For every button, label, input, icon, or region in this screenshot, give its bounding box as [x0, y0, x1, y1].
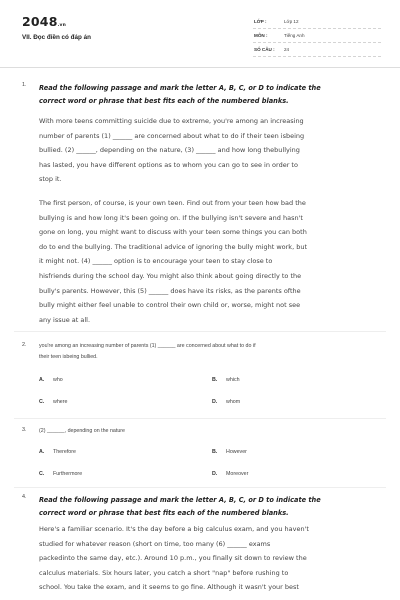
question-stem — [39, 341, 379, 363]
option-letter: B. — [212, 449, 218, 455]
meta-key: MÔN : — [254, 33, 268, 38]
question-number: 1. — [22, 82, 27, 88]
passage-line: The first person, of course, is your own teen. Find out from your teen how bad the — [39, 199, 306, 207]
passage-line: it might not. (4) ______ option is to encourage your teen to stay close to — [39, 257, 273, 266]
passage-line: any issue at all. — [39, 315, 91, 324]
logo-main-text: 2048 — [22, 14, 58, 29]
meta-row-question-count — [253, 43, 381, 57]
option-letter: C. — [39, 399, 45, 405]
option-text: Furthermore — [53, 471, 83, 477]
option-a[interactable] — [39, 377, 63, 383]
passage-line: With more teens committing suicide due to extreme, you're among an increasing — [39, 117, 304, 125]
page-header — [0, 0, 400, 68]
meta-info — [253, 15, 381, 57]
question-number: 2. — [22, 342, 27, 348]
option-text: Therefore — [53, 449, 76, 455]
option-d[interactable] — [212, 399, 240, 405]
passage-line: Here's a familiar scenario. It's the day before a big calculus exam, and you haven't — [39, 525, 309, 533]
passage-line: packedinto the same day, etc.). Around 10 p.m., you finally sit down to review the — [39, 554, 307, 563]
option-b[interactable] — [212, 377, 240, 383]
option-text: whom — [226, 399, 241, 405]
stem-line: their teen isbeing bullied. — [39, 354, 98, 360]
option-d[interactable] — [212, 471, 248, 477]
question-divider — [14, 487, 386, 488]
meta-key: LỚP : — [254, 19, 267, 24]
passage-line: studied for whatever reason (short on time, too many (6) ______ exams — [39, 539, 271, 548]
site-logo[interactable] — [22, 14, 66, 29]
meta-value: Tiếng Anh — [284, 33, 305, 38]
option-text: which — [226, 377, 240, 383]
option-text: who — [53, 377, 63, 383]
stem-line: (2) ______, depending on the nature — [39, 428, 125, 434]
passage-line: stop it. — [39, 175, 62, 184]
instruction-line: correct word or phrase that best fits each of the numbered blanks. — [39, 509, 289, 517]
header-divider — [0, 67, 400, 68]
meta-row-subject — [253, 29, 381, 43]
meta-value: 24 — [284, 47, 290, 52]
option-text: Moreover — [226, 471, 249, 477]
meta-row-class — [253, 15, 381, 29]
meta-key: SỐ CÂU : — [254, 47, 275, 52]
question-divider — [14, 418, 386, 419]
passage-line: bullied. (2) ______, depending on the nature, (3) ______ and how long thebullying — [39, 146, 300, 155]
logo-domain-suffix: .vn — [57, 23, 67, 28]
question-number: 4. — [22, 494, 27, 500]
question-instruction — [39, 494, 379, 520]
passage-paragraph-2 — [39, 196, 379, 327]
option-letter: A. — [39, 449, 45, 455]
passage-paragraph-1 — [39, 114, 379, 187]
option-letter: A. — [39, 377, 45, 383]
option-letter: D. — [212, 471, 218, 477]
passage-line: gone on long, you might want to discuss with your teen some things you can both — [39, 228, 307, 237]
question-divider — [14, 331, 386, 332]
passage-line: do to end the bullying. The traditional advice of ignoring the bully might work, but — [39, 242, 307, 251]
question-stem — [39, 426, 379, 437]
option-letter: C. — [39, 471, 45, 477]
passage-line: has lasted, you have different options as to whom you can go to see in order to — [39, 160, 298, 169]
passage-line: calculus materials. Six hours later, you catch a short "nap" before rushing to — [39, 568, 289, 577]
passage-paragraph-1 — [39, 522, 379, 595]
instruction-line: correct word or phrase that best fits each of the numbered blanks. — [39, 97, 289, 105]
instruction-line: Read the following passage and mark the letter A, B, C, or D to indicate the — [39, 496, 321, 504]
option-text: where — [53, 399, 68, 405]
meta-value: Lớp 12 — [284, 19, 299, 24]
section-title: VII. Đọc điền có đáp án — [22, 34, 91, 41]
option-b[interactable] — [212, 449, 247, 455]
option-letter: B. — [212, 377, 218, 383]
question-number: 3. — [22, 427, 27, 433]
passage-line: number of parents (1) ______ are concerned about what to do if their teen isbeing — [39, 131, 305, 140]
instruction-line: Read the following passage and mark the letter A, B, C, or D to indicate the — [39, 84, 321, 92]
passage-line: bully's parents. However, this (5) ______ does have its risks, as the parents ofthe — [39, 286, 301, 295]
option-text: However — [226, 449, 247, 455]
option-c[interactable] — [39, 399, 67, 405]
question-instruction — [39, 82, 379, 108]
stem-line: you're among an increasing number of parents (1) ______ are concerned about what to do if — [39, 343, 256, 349]
passage-line: school. You take the exam, and it seems to go fine. Although it wasn't your best — [39, 583, 299, 592]
passage-line: bully might either feel unable to control their own child or, worse, might not see — [39, 301, 301, 310]
passage-line: bullying is and how long it's been going on. If the bullying isn't severe and hasn't — [39, 213, 303, 222]
option-c[interactable] — [39, 471, 82, 477]
option-a[interactable] — [39, 449, 76, 455]
option-letter: D. — [212, 399, 218, 405]
passage-line: hisfriends during the school day. You might also think about going directly to the — [39, 271, 302, 280]
